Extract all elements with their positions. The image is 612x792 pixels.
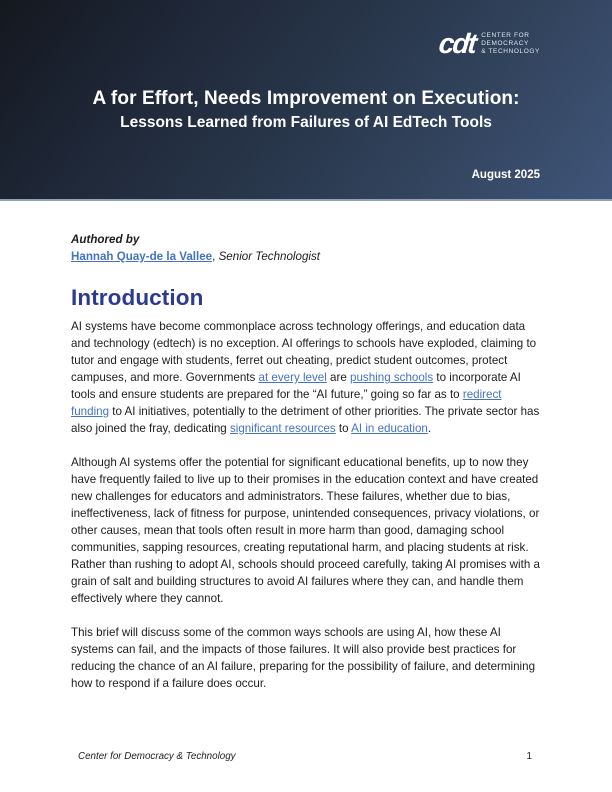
author-separator: , — [212, 250, 219, 263]
intro-paragraph-3: This brief will discuss some of the common ways schools are using AI, how these AI systems can fail, and the impacts of those failures. It will also provide best practices for reducing the chance of an AI failure, preparing for the possibility of failure, and determining how to respond if a failure does occur. — [71, 626, 536, 690]
author-line — [71, 248, 541, 265]
author-role: Senior Technologist — [218, 250, 320, 263]
paragraph-text: to — [335, 422, 352, 435]
link-redirect-funding[interactable]: redirect funding — [71, 388, 502, 418]
intro-paragraph-1 — [71, 318, 541, 437]
cdt-logo-wordmark — [481, 32, 540, 56]
link-ai-in-education[interactable]: AI in education — [351, 422, 428, 435]
author-name-link[interactable]: Hannah Quay-de la Vallee — [71, 250, 213, 263]
document-body — [0, 201, 612, 692]
paragraph-text: to AI initiatives, potentially to the detriment of other priorities. The private sector has also joined the fray, dedicating — [71, 405, 540, 435]
footer-organization: Center for Democracy & Technology — [78, 751, 236, 762]
paragraph-text: are — [326, 371, 351, 384]
publication-date: August 2025 — [471, 169, 540, 181]
section-heading-introduction: Introduction — [71, 285, 204, 310]
report-subtitle: Lessons Learned from Failures of AI EdTech Tools — [120, 114, 492, 131]
paragraph-text: to incorporate AI tools and ensure students are prepared for the “AI future,” going so far as to — [71, 371, 521, 401]
report-title-block — [0, 88, 612, 132]
link-pushing-schools[interactable]: pushing schools — [350, 371, 434, 384]
logo-text-line2: DEMOCRACY — [481, 40, 529, 47]
cdt-logo — [439, 30, 540, 58]
report-title: A for Effort, Needs Improvement on Execution: — [92, 88, 520, 109]
footer-page-number: 1 — [526, 751, 532, 762]
logo-text-line3: & TECHNOLOGY — [481, 48, 540, 55]
link-at-every-level[interactable]: at every level — [258, 371, 327, 384]
link-significant-resources[interactable]: significant resources — [229, 422, 336, 435]
authored-by-label: Authored by — [71, 233, 140, 246]
paragraph-text: AI systems have become commonplace across technology offerings, and education data and technology (edtech) is no exception. AI offerings to schools have exploded, claiming to tutor and engage with students, ferret out cheating, predict student outcomes, protect campuses, and more. Governments — [71, 320, 537, 384]
intro-paragraph-2: Although AI systems offer the potential for significant educational benefits, up to now they have frequently failed to live up to their promises in the education context and have created new challenges for educators and administrators. These failures, whether due to bias, ineffectiveness, lack of fitness for purpose, unintended consequences, privacy violations, or other causes, mean that tools often result in more harm than good, damaging school communities, sapping resources, creating reputational harm, and placing students at risk. Rather than rushing to adopt AI, schools should proceed carefully, taking AI promises with a grain of salt and building structures to avoid AI failures where they can, and handle them effectively where they cannot. — [71, 456, 540, 605]
cdt-logo-mark-icon: cdt — [437, 28, 477, 59]
header-hero — [0, 0, 612, 201]
page-footer — [0, 751, 612, 762]
logo-text-line1: CENTER FOR — [481, 32, 530, 39]
paragraph-text: . — [427, 422, 432, 435]
